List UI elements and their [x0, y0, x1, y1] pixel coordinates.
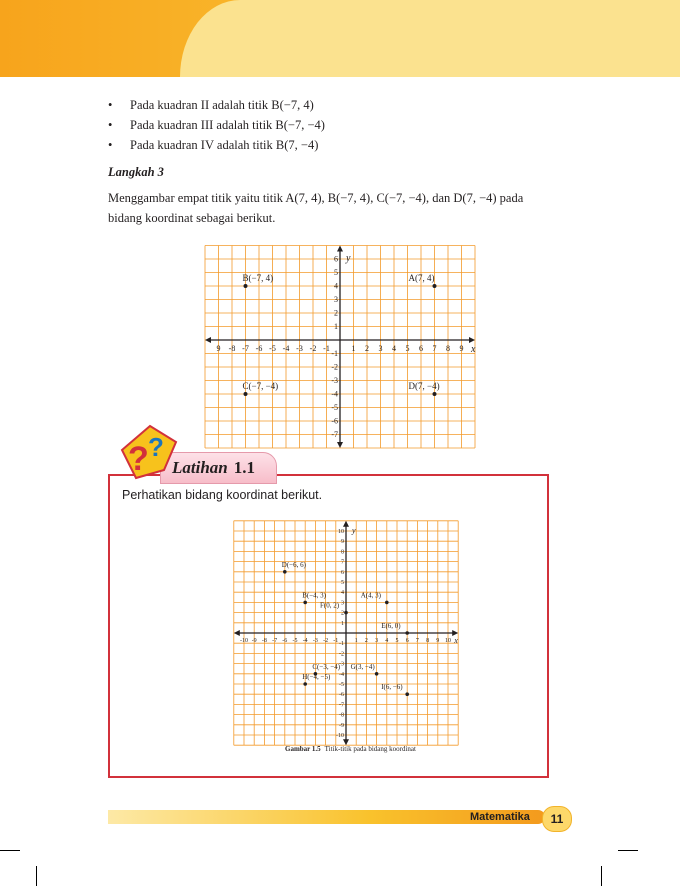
data-point	[244, 284, 248, 288]
page-number: 11	[542, 806, 572, 832]
y-tick-label: -5	[331, 403, 338, 413]
x-tick-label: -7	[242, 344, 249, 353]
x-tick-label: -9	[251, 638, 257, 644]
bullet-list	[108, 95, 325, 155]
y-tick-label: -7	[331, 430, 338, 440]
point-label: A(7, 4)	[408, 273, 435, 283]
bullet-item	[108, 115, 325, 135]
x-tick-label: 4	[392, 344, 396, 353]
y-tick-label: -2	[339, 651, 344, 658]
data-point	[375, 672, 379, 676]
x-tick-label: -5	[292, 638, 298, 644]
crop-mark	[0, 850, 20, 851]
point-label: F(0, 2)	[320, 601, 340, 610]
exercise-word: Latihan	[172, 458, 228, 477]
bullet-item	[108, 135, 325, 155]
x-tick-label: 7	[432, 344, 437, 353]
x-tick-label: 6	[419, 344, 423, 353]
y-tick-label: -5	[339, 682, 344, 688]
data-point	[433, 392, 437, 396]
y-tick-label: -6	[331, 416, 338, 426]
svg-text:?: ?	[148, 432, 164, 462]
x-tick-label: 1	[351, 344, 356, 353]
x-axis-arrow	[234, 630, 240, 636]
x-axis-label: x	[471, 344, 476, 355]
x-tick-label: -8	[261, 638, 267, 644]
data-point	[344, 611, 348, 615]
data-point	[303, 601, 307, 605]
data-point	[405, 692, 409, 696]
x-tick-label: -4	[302, 638, 308, 644]
caption-label: Gambar 1.5	[285, 745, 321, 753]
point-label: A(4, 3)	[360, 591, 382, 600]
y-tick-label: -2	[331, 362, 338, 372]
point-label: H(−4, −5)	[302, 673, 331, 681]
x-tick-label: -2	[309, 344, 317, 353]
y-tick-label: -1	[331, 349, 338, 359]
x-tick-label: 2	[365, 344, 369, 353]
y-tick-label: 2	[334, 308, 338, 318]
y-axis-arrow	[343, 521, 349, 527]
x-tick-label: -7	[272, 638, 278, 644]
exercise-number: 1.1	[233, 458, 255, 477]
y-tick-label: 9	[341, 539, 344, 546]
y-tick-label: -1	[339, 641, 344, 648]
data-point	[433, 284, 437, 288]
x-tick-label: 8	[426, 638, 430, 644]
x-tick-label: 9	[459, 344, 464, 353]
y-tick-label: 7	[341, 559, 344, 566]
y-axis-label: y	[352, 526, 356, 535]
y-tick-label: 10	[338, 529, 344, 535]
step-paragraph: Menggambar empat titik yaitu titik A(7, 4), B(−7, 4), C(−7, −4), dan D(7, −4) pada bidang koordinat sebagai berikut.	[108, 191, 524, 225]
data-point	[283, 570, 287, 574]
bullet-text: Pada kuadran II adalah titik B(−7, 4)	[130, 98, 314, 112]
bullet-dot: •	[108, 138, 113, 152]
y-axis-arrow	[337, 246, 343, 252]
point-label: D(−6, 6)	[281, 560, 306, 569]
data-point	[303, 682, 307, 686]
x-axis-label: x	[454, 636, 458, 645]
y-tick-label: 4	[334, 281, 338, 291]
x-tick-label: 3	[378, 344, 383, 353]
x-tick-label: -10	[240, 638, 248, 644]
header-band	[0, 0, 638, 77]
x-tick-label: 3	[375, 638, 379, 644]
y-tick-label: -4	[331, 389, 338, 399]
coordinate-plane-2	[235, 513, 465, 739]
y-tick-label: 6	[334, 254, 338, 264]
coordinate-plane-1	[215, 243, 476, 440]
y-tick-label: -8	[339, 712, 344, 719]
x-tick-label: -4	[282, 344, 290, 353]
y-tick-label: 4	[341, 590, 344, 597]
bullet-text: Pada kuadran III adalah titik B(−7, −4)	[130, 118, 325, 132]
bullet-dot: •	[108, 98, 113, 112]
point-label: C(−3, −4)	[312, 662, 341, 671]
exercise-title	[172, 458, 255, 478]
y-tick-label: 3	[341, 600, 344, 607]
y-axis-arrow	[337, 442, 343, 448]
x-axis-arrow	[469, 337, 475, 343]
x-tick-label: -1	[323, 344, 330, 353]
x-tick-label: -1	[333, 638, 339, 644]
figure-caption	[285, 745, 416, 753]
x-tick-label: 10	[445, 638, 451, 644]
step-heading: Langkah 3	[108, 165, 164, 179]
point-label: B(−4, 3)	[302, 591, 326, 600]
x-tick-label: 1	[354, 638, 358, 644]
y-tick-label: 8	[341, 549, 344, 556]
x-tick-label: -2	[323, 638, 329, 644]
x-tick-label: 8	[446, 344, 450, 353]
bullet-text: Pada kuadran IV adalah titik B(7, −4)	[130, 138, 319, 152]
data-point	[244, 392, 248, 396]
x-tick-label: -3	[312, 638, 318, 644]
point-label: D(7, −4)	[408, 381, 440, 391]
x-tick-label: 2	[364, 638, 368, 644]
y-tick-label: 1	[334, 322, 338, 332]
x-tick-label: 5	[395, 638, 399, 644]
x-tick-label: -6	[282, 638, 288, 644]
data-point	[405, 631, 409, 635]
x-tick-label: -5	[269, 344, 276, 353]
crop-mark	[36, 866, 37, 886]
bullet-dot: •	[108, 118, 113, 132]
x-tick-label: 4	[385, 638, 389, 644]
x-tick-label: 5	[405, 344, 410, 353]
y-tick-label: -7	[339, 702, 344, 709]
y-tick-label: -4	[339, 671, 344, 678]
svg-text:?: ?	[128, 440, 149, 478]
crop-mark	[618, 850, 638, 851]
y-tick-label: 5	[334, 268, 338, 278]
caption-text: Titik-titik pada bidang koordinat	[324, 745, 416, 753]
y-tick-label: 3	[334, 295, 338, 305]
data-point	[385, 601, 389, 605]
y-tick-label: -9	[339, 722, 344, 729]
exercise-instruction: Perhatikan bidang koordinat berikut.	[122, 488, 323, 502]
point-label: I(6, −6)	[381, 683, 403, 692]
y-tick-label: -6	[339, 692, 344, 699]
x-tick-label: -8	[228, 344, 236, 353]
point-label: C(−7, −4)	[242, 381, 279, 391]
x-tick-label: 9	[436, 638, 440, 644]
x-tick-label: 9	[216, 344, 221, 353]
y-tick-label: -3	[339, 661, 344, 668]
point-label: E(6, 0)	[381, 622, 401, 630]
y-tick-label: -10	[336, 733, 344, 739]
y-tick-label: 2	[341, 610, 344, 617]
bullet-item	[108, 95, 325, 115]
y-tick-label: 1	[341, 620, 344, 627]
y-tick-label: 6	[341, 569, 344, 576]
x-tick-label: 6	[405, 638, 409, 644]
x-axis-arrow	[205, 337, 211, 343]
x-tick-label: -3	[296, 344, 303, 353]
point-label: G(3, −4)	[350, 662, 375, 671]
y-axis-label: y	[346, 253, 351, 264]
crop-mark	[601, 866, 602, 886]
y-tick-label: -3	[331, 376, 338, 386]
x-tick-label: 7	[415, 638, 419, 644]
footer-subject: Matematika	[470, 811, 530, 823]
point-label: B(−7, 4)	[242, 273, 274, 283]
x-tick-label: -6	[255, 344, 263, 353]
y-tick-label: 5	[341, 580, 344, 586]
header-swoosh	[180, 0, 680, 77]
